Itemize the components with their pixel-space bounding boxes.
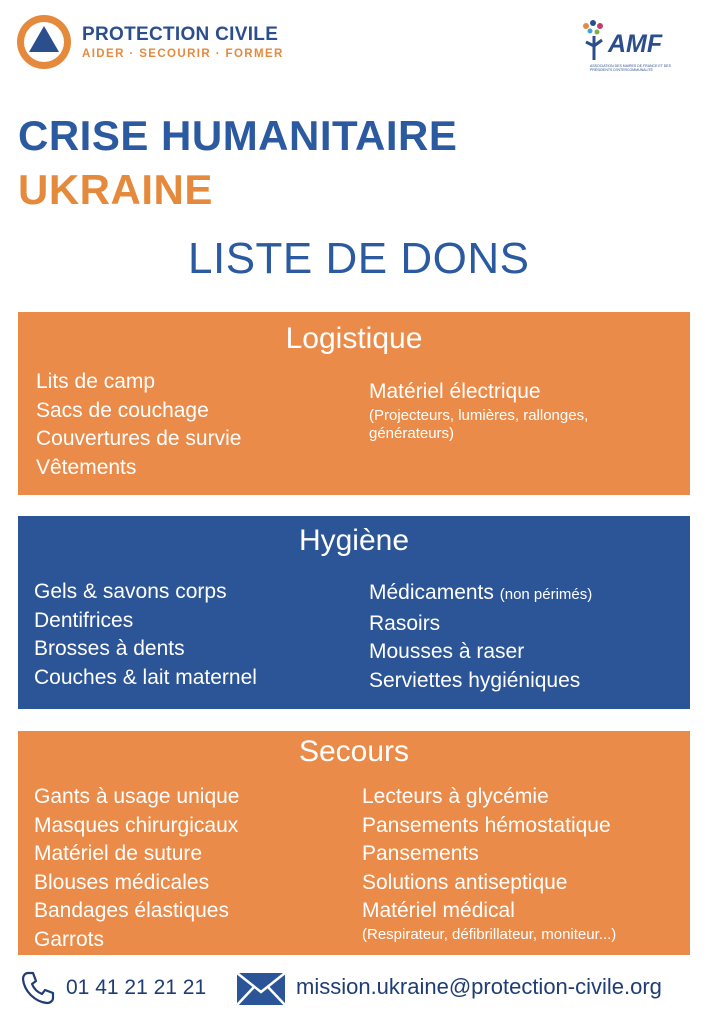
list-item: Gants à usage unique — [34, 785, 240, 808]
title-line-3: LISTE DE DONS — [188, 234, 530, 283]
list-item: Masques chirurgicaux — [34, 813, 239, 837]
list-item: Gels & savons corps — [34, 580, 227, 603]
list-item: Bandages élastiques — [34, 899, 229, 922]
list-item: Matériel médical — [362, 899, 515, 922]
list-item: Serviettes hygiéniques — [369, 668, 581, 692]
list-item: Rasoirs — [369, 611, 441, 635]
list-item: Sacs de couchage — [36, 398, 209, 422]
list-item: Couvertures de survie — [36, 427, 242, 450]
envelope-icon — [236, 972, 286, 1006]
title-line-2: UKRAINE — [18, 166, 213, 213]
list-item: Blouses médicales — [34, 870, 210, 894]
section-secours — [18, 731, 690, 955]
phone-icon — [20, 970, 56, 1006]
list-item: Solutions antiseptique — [362, 870, 568, 894]
section-title: Secours — [298, 735, 410, 768]
header — [0, 0, 708, 90]
list-item — [369, 579, 592, 610]
list-item: Lits de camp — [36, 370, 156, 393]
list-item-note: (Respirateur, défibrillateur, moniteur...) — [362, 925, 617, 943]
email-link[interactable]: mission.ukraine@protection-civile.org — [296, 974, 662, 999]
list-item: Couches & lait maternel — [34, 665, 257, 689]
partner-subtitle: ASSOCIATION DES MAIRES DE FRANCE ET DES PRÉSIDENTS D'INTERCOMMUNALITÉ — [590, 64, 671, 72]
org-tagline: AIDER · SECOURIR · FORMER — [82, 48, 284, 60]
list-item: Brosses à dents — [34, 637, 185, 660]
list-item: Vêtements — [36, 455, 137, 479]
list-item: Dentifrices — [34, 608, 134, 632]
list-item: Pansements — [362, 842, 479, 865]
list-item: Matériel de suture — [34, 842, 203, 865]
section-logistique — [18, 312, 690, 495]
footer — [0, 960, 708, 1020]
left-list — [36, 368, 241, 482]
list-item: Pansements hémostatique — [362, 813, 611, 837]
org-identity — [82, 24, 284, 60]
list-item-label: Médicaments — [369, 581, 494, 604]
left-list — [34, 783, 240, 954]
list-item: Matériel électrique — [369, 380, 541, 403]
amf-logo — [580, 20, 692, 78]
right-list — [362, 783, 616, 944]
protection-civile-logo — [16, 14, 72, 70]
partner-name: AMF — [608, 30, 663, 58]
list-item: Mousses à raser — [369, 640, 525, 663]
amf-figure-icon — [580, 20, 610, 64]
section-title: Hygiène — [298, 524, 410, 557]
right-list — [369, 378, 669, 443]
list-item-note: (Projecteurs, lumières, rallonges, générateurs) — [369, 406, 589, 442]
list-item: Garrots — [34, 927, 105, 951]
phone-number[interactable]: 01 41 21 21 21 — [66, 976, 207, 999]
org-name: PROTECTION CIVILE — [82, 24, 279, 45]
section-hygiene — [18, 516, 690, 709]
list-item: Lecteurs à glycémie — [362, 785, 549, 808]
right-list — [369, 579, 592, 695]
left-list — [34, 578, 257, 692]
section-title: Logistique — [285, 322, 423, 355]
title-line-1: CRISE HUMANITAIRE — [18, 112, 458, 159]
list-item-note: (non périmés) — [499, 586, 593, 603]
